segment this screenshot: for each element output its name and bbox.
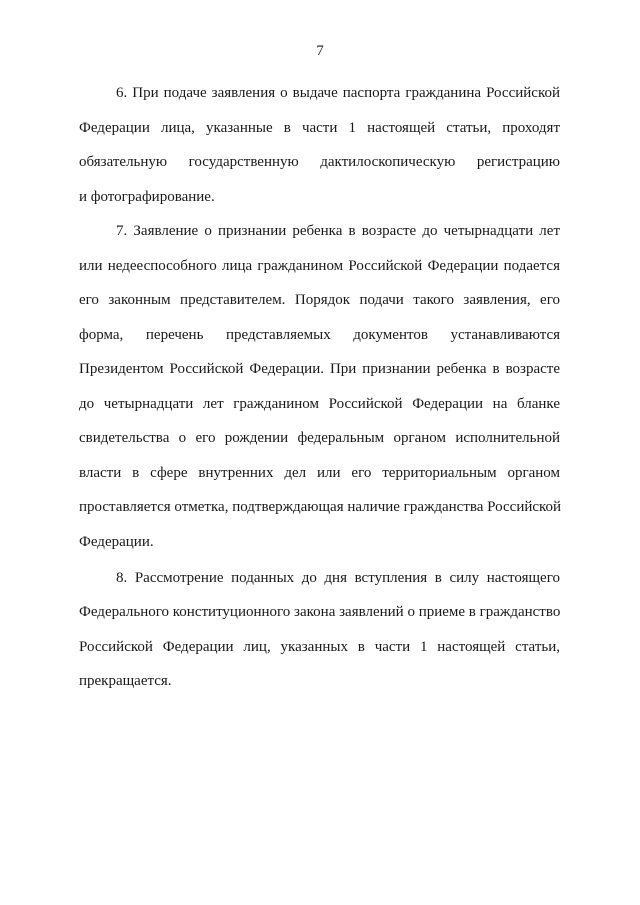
page-number: 7 — [316, 43, 324, 59]
text-line: 7. Заявление о признании ребенка в возрасте до четырнадцати лет — [116, 223, 560, 239]
text-line: проставляется отметка, подтверждающая наличие гражданства Российской — [79, 499, 562, 515]
text-line: прекращается. — [79, 673, 172, 689]
text-line: Президентом Российской Федерации. При признании ребенка в возрасте — [79, 361, 560, 377]
text-line: Федерального конституционного закона заявлений о приеме в гражданство — [79, 604, 561, 620]
text-line: форма, перечень представляемых документов устанавливаются — [79, 327, 560, 343]
text-line: Федерации. — [79, 534, 154, 550]
text-line: Федерации лица, указанные в части 1 настоящей статьи, проходят — [79, 120, 560, 136]
text-line: 8. Рассмотрение поданных до дня вступления в силу настоящего — [116, 570, 560, 586]
text-line: 6. При подаче заявления о выдаче паспорта гражданина Российской — [116, 85, 560, 101]
text-line: свидетельства о его рождении федеральным органом исполнительной — [79, 430, 560, 446]
text-line: его законным представителем. Порядок подачи такого заявления, его — [79, 292, 560, 308]
text-line: Российской Федерации лиц, указанных в части 1 настоящей статьи, — [79, 639, 560, 655]
text-line: или недееспособного лица гражданином Российской Федерации подается — [79, 258, 560, 274]
text-line: до четырнадцати лет гражданином Российской Федерации на бланке — [79, 396, 560, 412]
text-line: и фотографирование. — [79, 189, 215, 205]
text-line: власти в сфере внутренних дел или его территориальным органом — [79, 465, 560, 481]
text-line: обязательную государственную дактилоскопическую регистрацию — [79, 154, 560, 170]
